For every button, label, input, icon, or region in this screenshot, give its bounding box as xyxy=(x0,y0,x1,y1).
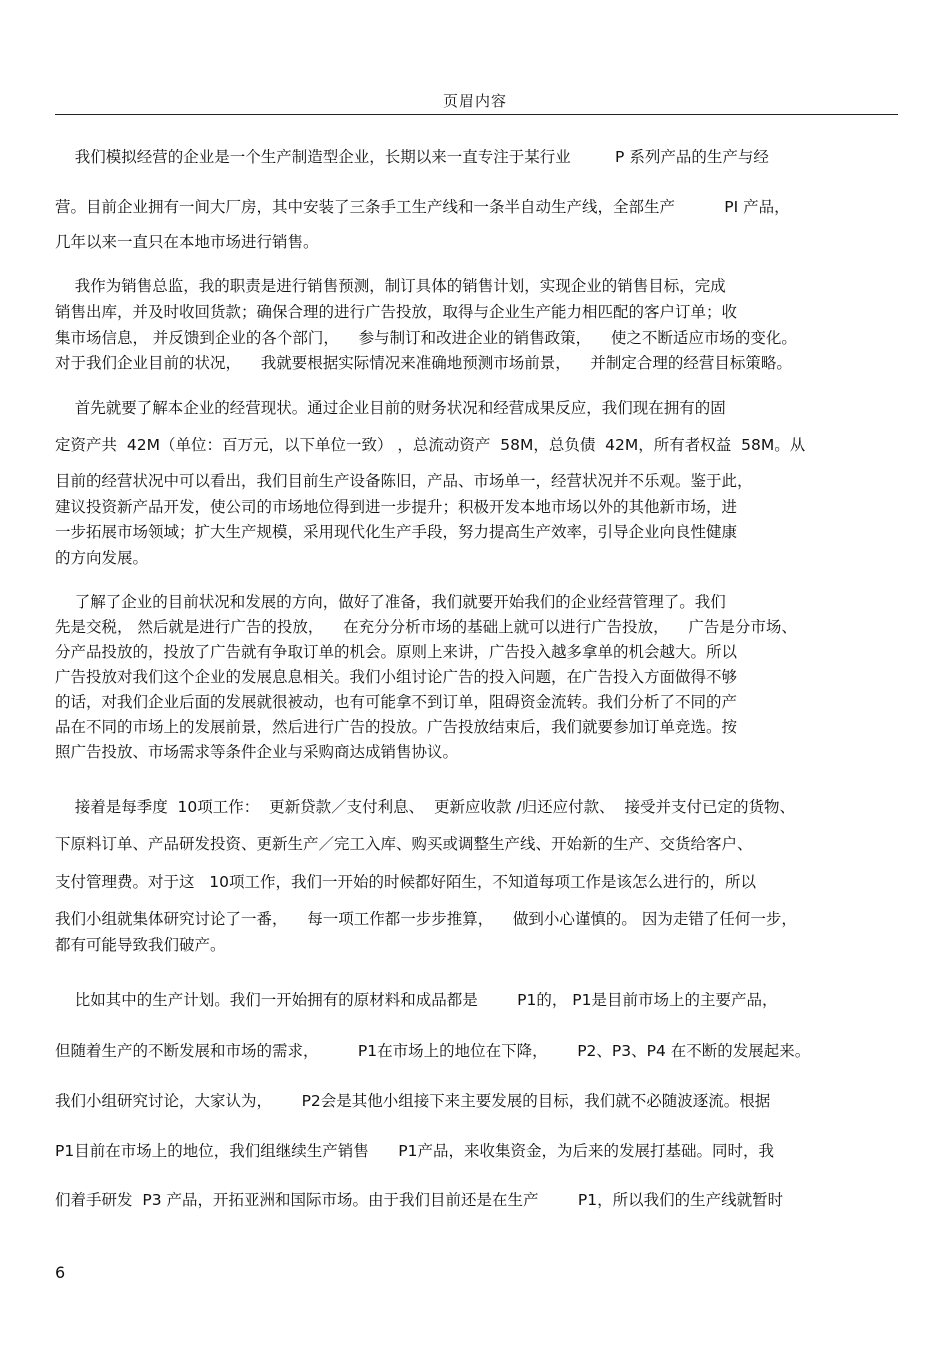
text-line: 几年以来一直只在本地市场进行销售。 xyxy=(55,233,319,251)
text-line: 对于我们企业目前的状况， 我就要根据实际情况来准确地预测市场前景， 并制定合理的经营目标策略。 xyxy=(55,354,792,372)
text-line: 目前的经营状况中可以看出，我们目前生产设备陈旧，产品、市场单一，经营状况并不乐观。鉴于此， xyxy=(55,472,753,490)
text-line: 首先就要了解本企业的经营现状。通过企业目前的财务状况和经营成果反应，我们现在拥有的固 xyxy=(55,399,726,417)
text-line: 比如其中的生产计划。我们一开始拥有的原材料和成品都是 P1的， P1是目前市场上的主要产品， xyxy=(55,991,778,1009)
text-line: 我们小组就集体研究讨论了一番， 每一项工作都一步步推算， 做到小心谨慎的。 因为走错了任何一步， xyxy=(55,910,797,928)
text-line: 的话，对我们企业后面的发展就很被动，也有可能拿不到订单，阻碍资金流转。我们分析了不同的产 xyxy=(55,693,738,711)
text-line: 们着手研发 P3 产品，开拓亚洲和国际市场。由于我们目前还是在生产 P1，所以我们的生产线就暂时 xyxy=(55,1191,784,1209)
text-line: 下原料订单、产品研发投资、更新生产／完工入库、购买或调整生产线、开始新的生产、交货给客户、 xyxy=(55,835,753,853)
text-line: 照广告投放、市场需求等条件企业与采购商达成销售协议。 xyxy=(55,743,459,761)
text-line: 建议投资新产品开发，使公司的市场地位得到进一步提升；积极开发本地市场以外的其他新市场，进 xyxy=(55,498,738,516)
text-line: 接着是每季度 10项工作： 更新贷款／支付利息、 更新应收款 /归还应付款、 接受并支付已定的货物、 xyxy=(55,798,795,816)
page-header: 页眉内容 xyxy=(442,92,507,110)
text-line: 支付管理费。对于这 10项工作，我们一开始的时候都好陌生，不知道每项工作是该怎么进行的，所以 xyxy=(55,873,757,891)
text-line: 一步拓展市场领域；扩大生产规模，采用现代化生产手段，努力提高生产效率，引导企业向良性健康 xyxy=(55,523,738,541)
header-divider xyxy=(55,114,898,115)
text-line: 定资产共 42M（单位：百万元，以下单位一致） ，总流动资产 58M，总负债 42M，所有者权益 58M。从 xyxy=(55,436,806,454)
text-line: 我们小组研究讨论，大家认为， P2会是其他小组接下来主要发展的目标，我们就不必随波逐流。根据 xyxy=(55,1092,771,1110)
text-line: 都有可能导致我们破产。 xyxy=(55,936,226,954)
text-line: P1目前在市场上的地位，我们组继续生产销售 P1产品，来收集资金，为后来的发展打基础。同时，我 xyxy=(55,1142,774,1160)
text-line: 了解了企业的目前状况和发展的方向，做好了准备，我们就要开始我们的企业经营管理了。我们 xyxy=(55,593,726,611)
text-line: 的方向发展。 xyxy=(55,549,149,567)
text-line: 先是交税， 然后就是进行广告的投放， 在充分分析市场的基础上就可以进行广告投放， 广告是分市场、 xyxy=(55,618,797,636)
text-line: 我作为销售总监，我的职责是进行销售预测，制订具体的销售计划，实现企业的销售目标，完成 xyxy=(55,277,726,295)
text-line: 集市场信息， 并反馈到企业的各个部门， 参与制订和改进企业的销售政策， 使之不断适应市场的变化。 xyxy=(55,329,797,347)
page-number: 6 xyxy=(55,1263,66,1282)
text-line: 分产品投放的，投放了广告就有争取订单的机会。原则上来讲，广告投入越多拿单的机会越大。所以 xyxy=(55,643,738,661)
text-line: 广告投放对我们这个企业的发展息息相关。我们小组讨论广告的投入问题，在广告投入方面做得不够 xyxy=(55,668,738,686)
text-line: 品在不同的市场上的发展前景，然后进行广告的投放。广告投放结束后，我们就要参加订单竞选。按 xyxy=(55,718,738,736)
text-line: 销售出库，并及时收回货款；确保合理的进行广告投放，取得与企业生产能力相匹配的客户订单；收 xyxy=(55,303,738,321)
text-line: 我们模拟经营的企业是一个生产制造型企业，长期以来一直专注于某行业 P 系列产品的生产与经 xyxy=(55,148,769,166)
text-line: 但随着生产的不断发展和市场的需求， P1在市场上的地位在下降， P2、P3、P4 在不断的发展起来。 xyxy=(55,1042,811,1060)
text-line: 营。目前企业拥有一间大厂房，其中安装了三条手工生产线和一条半自动生产线，全部生产 PI 产品， xyxy=(55,198,790,216)
